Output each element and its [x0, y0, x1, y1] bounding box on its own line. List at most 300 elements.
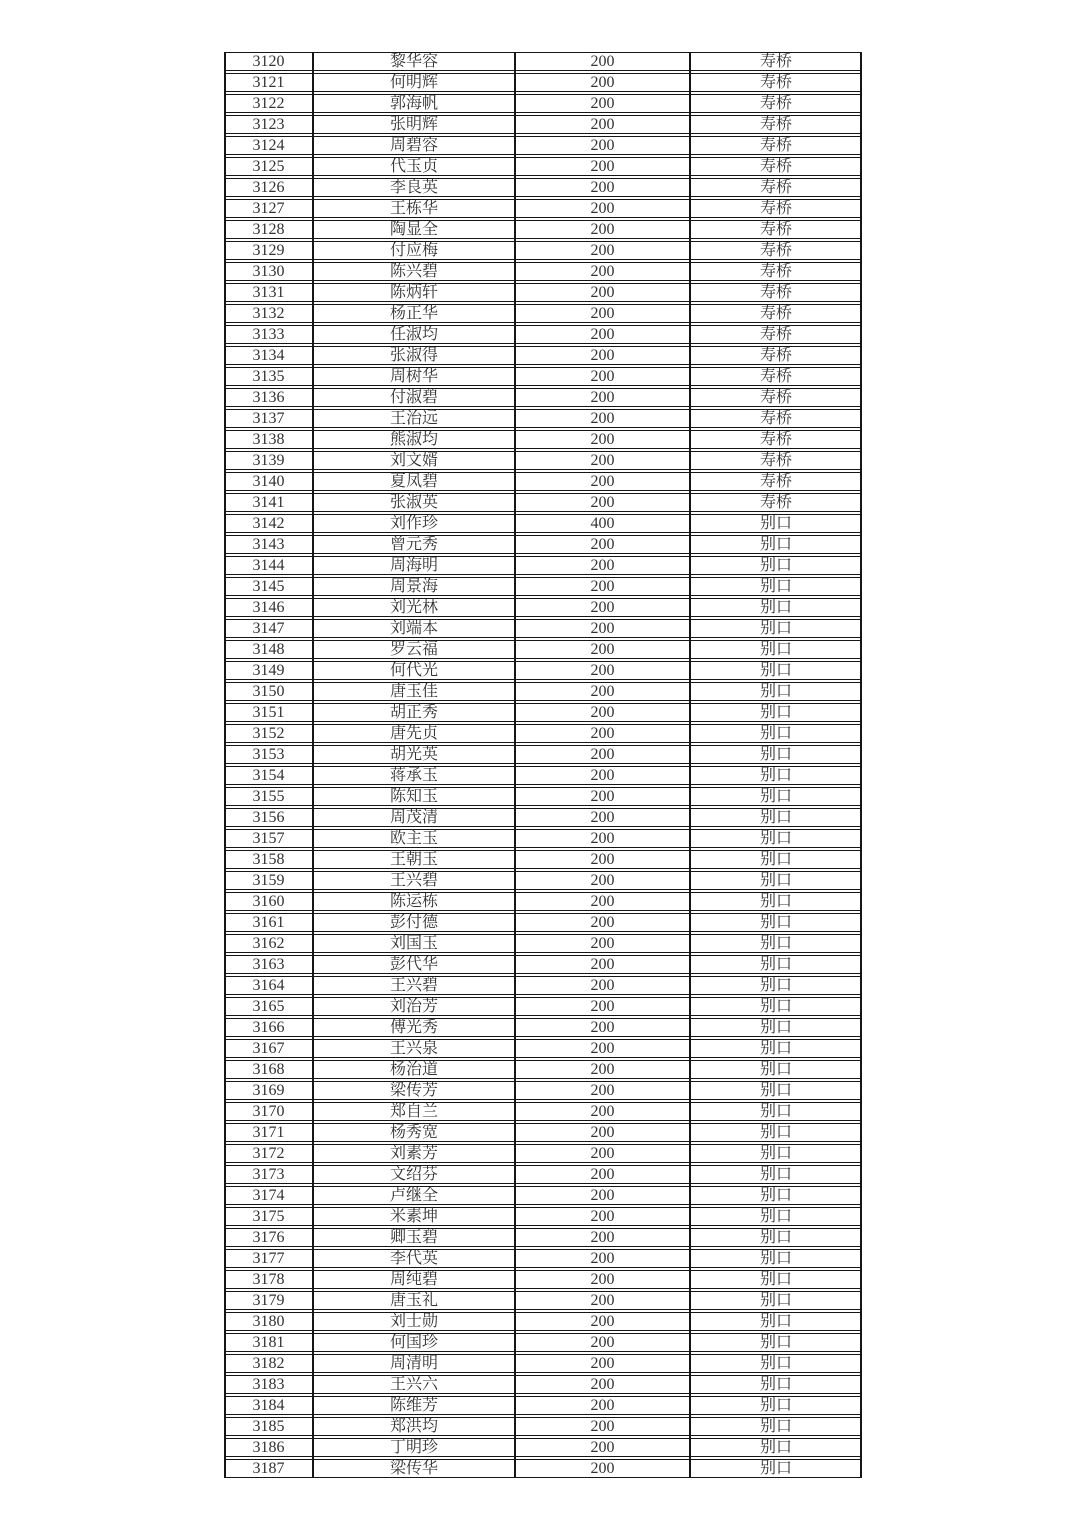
name-cell: 杨秀宽	[389, 1124, 438, 1141]
amount-cell: 200	[590, 851, 615, 868]
location-cell: 别口	[759, 599, 792, 616]
table-row	[224, 640, 862, 659]
table-row	[224, 283, 862, 302]
serial-number-cell: 3176	[252, 1229, 285, 1246]
location-cell: 别口	[759, 1397, 792, 1414]
serial-number-cell: 3127	[252, 200, 285, 217]
name-cell: 刘光林	[389, 599, 438, 616]
serial-number-cell: 3166	[252, 1019, 285, 1036]
serial-number-cell: 3158	[252, 851, 285, 868]
serial-number-cell: 3164	[252, 977, 285, 994]
name-cell: 杨正华	[389, 305, 438, 322]
amount-cell: 400	[590, 515, 615, 532]
location-cell: 别口	[759, 998, 792, 1015]
location-cell: 别口	[759, 1271, 792, 1288]
serial-number-cell: 3170	[252, 1103, 285, 1120]
amount-cell: 200	[590, 557, 615, 574]
serial-number-cell: 3146	[252, 599, 285, 616]
amount-cell: 200	[590, 872, 615, 889]
name-cell: 傅光秀	[389, 1019, 438, 1036]
serial-number-cell: 3148	[252, 641, 285, 658]
amount-cell: 200	[590, 1439, 615, 1456]
name-cell: 米素坤	[389, 1208, 438, 1225]
location-cell: 别口	[759, 1124, 792, 1141]
amount-cell: 200	[590, 53, 615, 70]
name-cell: 李代英	[389, 1250, 438, 1267]
table-row	[224, 619, 862, 638]
location-cell: 别口	[759, 914, 792, 931]
table-row	[224, 1060, 862, 1079]
table-row	[224, 955, 862, 974]
table-row	[224, 1228, 862, 1247]
name-cell: 周纯碧	[389, 1271, 438, 1288]
serial-number-cell: 3153	[252, 746, 285, 763]
amount-cell: 200	[590, 326, 615, 343]
name-cell: 唐先贞	[389, 725, 438, 742]
serial-number-cell: 3134	[252, 347, 285, 364]
amount-cell: 200	[590, 179, 615, 196]
amount-cell: 200	[590, 1397, 615, 1414]
serial-number-cell: 3155	[252, 788, 285, 805]
table-row	[224, 367, 862, 386]
table-row	[224, 1375, 862, 1394]
amount-cell: 200	[590, 1376, 615, 1393]
amount-cell: 200	[590, 200, 615, 217]
location-cell: 寿桥	[759, 326, 792, 343]
amount-cell: 200	[590, 788, 615, 805]
location-cell: 别口	[759, 1019, 792, 1036]
table-row	[224, 703, 862, 722]
amount-cell: 200	[590, 242, 615, 259]
table-row	[224, 535, 862, 554]
name-cell: 夏凤碧	[389, 473, 438, 490]
location-cell: 别口	[759, 788, 792, 805]
serial-number-cell: 3175	[252, 1208, 285, 1225]
location-cell: 寿桥	[759, 158, 792, 175]
amount-cell: 200	[590, 1334, 615, 1351]
serial-number-cell: 3151	[252, 704, 285, 721]
serial-number-cell: 3137	[252, 410, 285, 427]
name-cell: 文绍芬	[389, 1166, 438, 1183]
name-cell: 付淑碧	[389, 389, 438, 406]
location-cell: 别口	[759, 1103, 792, 1120]
location-cell: 别口	[759, 1376, 792, 1393]
amount-cell: 200	[590, 494, 615, 511]
table-row	[224, 1459, 862, 1478]
location-cell: 别口	[759, 1355, 792, 1372]
amount-cell: 200	[590, 662, 615, 679]
serial-number-cell: 3141	[252, 494, 285, 511]
name-cell: 王兴碧	[389, 977, 438, 994]
amount-cell: 200	[590, 116, 615, 133]
amount-cell: 200	[590, 1271, 615, 1288]
location-cell: 别口	[759, 641, 792, 658]
table-row	[224, 1396, 862, 1415]
table-row	[224, 1018, 862, 1037]
name-cell: 周景海	[389, 578, 438, 595]
name-cell: 彭代华	[389, 956, 438, 973]
name-cell: 胡正秀	[389, 704, 438, 721]
table-row	[224, 220, 862, 239]
location-cell: 别口	[759, 725, 792, 742]
amount-cell: 200	[590, 536, 615, 553]
table-row	[224, 514, 862, 533]
table-row	[224, 1081, 862, 1100]
amount-cell: 200	[590, 431, 615, 448]
name-cell: 梁传芳	[389, 1082, 438, 1099]
serial-number-cell: 3129	[252, 242, 285, 259]
name-cell: 郭海帆	[389, 95, 438, 112]
name-cell: 陈炳轩	[389, 284, 438, 301]
serial-number-cell: 3185	[252, 1418, 285, 1435]
table-left-border	[224, 52, 226, 1478]
table-row	[224, 325, 862, 344]
location-cell: 寿桥	[759, 284, 792, 301]
amount-cell: 200	[590, 1187, 615, 1204]
amount-cell: 200	[590, 1124, 615, 1141]
name-cell: 何国珍	[389, 1334, 438, 1351]
amount-cell: 200	[590, 1313, 615, 1330]
location-cell: 别口	[759, 1166, 792, 1183]
serial-number-cell: 3154	[252, 767, 285, 784]
amount-cell: 200	[590, 1208, 615, 1225]
name-cell: 付应梅	[389, 242, 438, 259]
table-row	[224, 1270, 862, 1289]
table-row	[224, 871, 862, 890]
amount-cell: 200	[590, 599, 615, 616]
serial-number-cell: 3130	[252, 263, 285, 280]
location-cell: 寿桥	[759, 221, 792, 238]
payment-roster-table	[224, 52, 862, 1478]
location-cell: 别口	[759, 662, 792, 679]
name-cell: 郑洪均	[389, 1418, 438, 1435]
name-cell: 唐玉佳	[389, 683, 438, 700]
amount-cell: 200	[590, 389, 615, 406]
location-cell: 别口	[759, 977, 792, 994]
amount-cell: 200	[590, 1460, 615, 1477]
amount-cell: 200	[590, 95, 615, 112]
location-cell: 别口	[759, 1082, 792, 1099]
serial-number-cell: 3125	[252, 158, 285, 175]
table-column-divider-3	[689, 52, 691, 1478]
serial-number-cell: 3150	[252, 683, 285, 700]
serial-number-cell: 3121	[252, 74, 285, 91]
table-row	[224, 178, 862, 197]
location-cell: 寿桥	[759, 410, 792, 427]
name-cell: 卿玉碧	[389, 1229, 438, 1246]
name-cell: 何明辉	[389, 74, 438, 91]
amount-cell: 200	[590, 137, 615, 154]
amount-cell: 200	[590, 284, 615, 301]
serial-number-cell: 3144	[252, 557, 285, 574]
amount-cell: 200	[590, 263, 615, 280]
serial-number-cell: 3169	[252, 1082, 285, 1099]
name-cell: 刘文婿	[389, 452, 438, 469]
name-cell: 欧主玉	[389, 830, 438, 847]
location-cell: 别口	[759, 620, 792, 637]
location-cell: 别口	[759, 1313, 792, 1330]
location-cell: 寿桥	[759, 137, 792, 154]
location-cell: 别口	[759, 1250, 792, 1267]
table-row	[224, 346, 862, 365]
location-cell: 别口	[759, 851, 792, 868]
serial-number-cell: 3165	[252, 998, 285, 1015]
serial-number-cell: 3173	[252, 1166, 285, 1183]
amount-cell: 200	[590, 305, 615, 322]
name-cell: 李良英	[389, 179, 438, 196]
table-row	[224, 1039, 862, 1058]
location-cell: 别口	[759, 557, 792, 574]
table-row	[224, 850, 862, 869]
table-row	[224, 556, 862, 575]
name-cell: 陈知玉	[389, 788, 438, 805]
amount-cell: 200	[590, 998, 615, 1015]
name-cell: 王治远	[389, 410, 438, 427]
name-cell: 张淑得	[389, 347, 438, 364]
location-cell: 别口	[759, 1292, 792, 1309]
location-cell: 寿桥	[759, 242, 792, 259]
amount-cell: 200	[590, 473, 615, 490]
amount-cell: 200	[590, 452, 615, 469]
amount-cell: 200	[590, 1229, 615, 1246]
table-row	[224, 766, 862, 785]
location-cell: 别口	[759, 1145, 792, 1162]
amount-cell: 200	[590, 809, 615, 826]
amount-cell: 200	[590, 830, 615, 847]
table-row	[224, 892, 862, 911]
serial-number-cell: 3128	[252, 221, 285, 238]
amount-cell: 200	[590, 725, 615, 742]
name-cell: 刘端本	[389, 620, 438, 637]
name-cell: 王兴碧	[389, 872, 438, 889]
location-cell: 寿桥	[759, 53, 792, 70]
table-row	[224, 430, 862, 449]
serial-number-cell: 3126	[252, 179, 285, 196]
table-right-border	[860, 52, 862, 1478]
serial-number-cell: 3186	[252, 1439, 285, 1456]
amount-cell: 200	[590, 746, 615, 763]
location-cell: 寿桥	[759, 95, 792, 112]
location-cell: 别口	[759, 704, 792, 721]
serial-number-cell: 3183	[252, 1376, 285, 1393]
serial-number-cell: 3159	[252, 872, 285, 889]
serial-number-cell: 3162	[252, 935, 285, 952]
serial-number-cell: 3182	[252, 1355, 285, 1372]
name-cell: 王兴六	[389, 1376, 438, 1393]
table-row	[224, 787, 862, 806]
amount-cell: 200	[590, 368, 615, 385]
serial-number-cell: 3157	[252, 830, 285, 847]
amount-cell: 200	[590, 347, 615, 364]
name-cell: 张淑英	[389, 494, 438, 511]
name-cell: 胡光英	[389, 746, 438, 763]
location-cell: 别口	[759, 893, 792, 910]
serial-number-cell: 3177	[252, 1250, 285, 1267]
location-cell: 寿桥	[759, 179, 792, 196]
name-cell: 代玉贞	[389, 158, 438, 175]
location-cell: 寿桥	[759, 347, 792, 364]
table-row	[224, 1249, 862, 1268]
amount-cell: 200	[590, 1061, 615, 1078]
table-row	[224, 73, 862, 92]
serial-number-cell: 3168	[252, 1061, 285, 1078]
location-cell: 寿桥	[759, 473, 792, 490]
serial-number-cell: 3181	[252, 1334, 285, 1351]
name-cell: 刘士勋	[389, 1313, 438, 1330]
serial-number-cell: 3147	[252, 620, 285, 637]
serial-number-cell: 3131	[252, 284, 285, 301]
location-cell: 别口	[759, 935, 792, 952]
table-row	[224, 724, 862, 743]
name-cell: 陈运栋	[389, 893, 438, 910]
amount-cell: 200	[590, 641, 615, 658]
name-cell: 陶显全	[389, 221, 438, 238]
location-cell: 寿桥	[759, 431, 792, 448]
location-cell: 寿桥	[759, 368, 792, 385]
name-cell: 周树华	[389, 368, 438, 385]
serial-number-cell: 3140	[252, 473, 285, 490]
name-cell: 周海明	[389, 557, 438, 574]
table-row	[224, 52, 862, 71]
table-row	[224, 472, 862, 491]
table-row	[224, 1333, 862, 1352]
location-cell: 别口	[759, 1229, 792, 1246]
name-cell: 陈维芳	[389, 1397, 438, 1414]
name-cell: 周碧容	[389, 137, 438, 154]
table-row	[224, 409, 862, 428]
name-cell: 黎华容	[389, 53, 438, 70]
name-cell: 丁明珍	[389, 1439, 438, 1456]
amount-cell: 200	[590, 221, 615, 238]
name-cell: 唐玉礼	[389, 1292, 438, 1309]
table-row	[224, 1291, 862, 1310]
location-cell: 别口	[759, 536, 792, 553]
amount-cell: 200	[590, 704, 615, 721]
serial-number-cell: 3152	[252, 725, 285, 742]
name-cell: 张明辉	[389, 116, 438, 133]
location-cell: 别口	[759, 830, 792, 847]
amount-cell: 200	[590, 683, 615, 700]
amount-cell: 200	[590, 74, 615, 91]
name-cell: 曾元秀	[389, 536, 438, 553]
serial-number-cell: 3135	[252, 368, 285, 385]
serial-number-cell: 3122	[252, 95, 285, 112]
name-cell: 刘素芳	[389, 1145, 438, 1162]
table-row	[224, 808, 862, 827]
name-cell: 梁传华	[389, 1460, 438, 1477]
table-row	[224, 1165, 862, 1184]
location-cell: 别口	[759, 515, 792, 532]
serial-number-cell: 3184	[252, 1397, 285, 1414]
table-row	[224, 241, 862, 260]
table-row	[224, 976, 862, 995]
location-cell: 别口	[759, 767, 792, 784]
name-cell: 刘作珍	[389, 515, 438, 532]
serial-number-cell: 3172	[252, 1145, 285, 1162]
serial-number-cell: 3123	[252, 116, 285, 133]
location-cell: 别口	[759, 956, 792, 973]
table-row	[224, 157, 862, 176]
table-column-divider-2	[514, 52, 516, 1478]
location-cell: 寿桥	[759, 305, 792, 322]
amount-cell: 200	[590, 1145, 615, 1162]
amount-cell: 200	[590, 1040, 615, 1057]
table-row	[224, 1312, 862, 1331]
table-row	[224, 598, 862, 617]
location-cell: 寿桥	[759, 263, 792, 280]
table-row	[224, 1438, 862, 1457]
name-cell: 王兴泉	[389, 1040, 438, 1057]
table-row	[224, 913, 862, 932]
serial-number-cell: 3160	[252, 893, 285, 910]
table-row	[224, 745, 862, 764]
table-row	[224, 451, 862, 470]
amount-cell: 200	[590, 620, 615, 637]
serial-number-cell: 3178	[252, 1271, 285, 1288]
table-row	[224, 262, 862, 281]
serial-number-cell: 3124	[252, 137, 285, 154]
table-row	[224, 1207, 862, 1226]
location-cell: 寿桥	[759, 200, 792, 217]
location-cell: 别口	[759, 1061, 792, 1078]
amount-cell: 200	[590, 1082, 615, 1099]
location-cell: 别口	[759, 872, 792, 889]
amount-cell: 200	[590, 1355, 615, 1372]
amount-cell: 200	[590, 914, 615, 931]
location-cell: 寿桥	[759, 74, 792, 91]
name-cell: 罗云福	[389, 641, 438, 658]
name-cell: 彭付德	[389, 914, 438, 931]
name-cell: 陈兴碧	[389, 263, 438, 280]
serial-number-cell: 3132	[252, 305, 285, 322]
table-row	[224, 661, 862, 680]
table-row	[224, 997, 862, 1016]
table-row	[224, 934, 862, 953]
amount-cell: 200	[590, 1292, 615, 1309]
table-row	[224, 1417, 862, 1436]
serial-number-cell: 3139	[252, 452, 285, 469]
amount-cell: 200	[590, 1166, 615, 1183]
name-cell: 杨治道	[389, 1061, 438, 1078]
table-column-divider-1	[312, 52, 314, 1478]
table-row	[224, 199, 862, 218]
serial-number-cell: 3161	[252, 914, 285, 931]
amount-cell: 200	[590, 956, 615, 973]
serial-number-cell: 3163	[252, 956, 285, 973]
name-cell: 刘国玉	[389, 935, 438, 952]
serial-number-cell: 3145	[252, 578, 285, 595]
amount-cell: 200	[590, 767, 615, 784]
table-row	[224, 94, 862, 113]
serial-number-cell: 3136	[252, 389, 285, 406]
location-cell: 别口	[759, 683, 792, 700]
name-cell: 刘治芳	[389, 998, 438, 1015]
location-cell: 别口	[759, 746, 792, 763]
table-row	[224, 304, 862, 323]
location-cell: 别口	[759, 809, 792, 826]
amount-cell: 200	[590, 1019, 615, 1036]
name-cell: 周清明	[389, 1355, 438, 1372]
amount-cell: 200	[590, 893, 615, 910]
amount-cell: 200	[590, 1418, 615, 1435]
table-row	[224, 1354, 862, 1373]
name-cell: 王栋华	[389, 200, 438, 217]
location-cell: 寿桥	[759, 494, 792, 511]
location-cell: 别口	[759, 1208, 792, 1225]
location-cell: 别口	[759, 1439, 792, 1456]
table-row	[224, 682, 862, 701]
table-row	[224, 577, 862, 596]
